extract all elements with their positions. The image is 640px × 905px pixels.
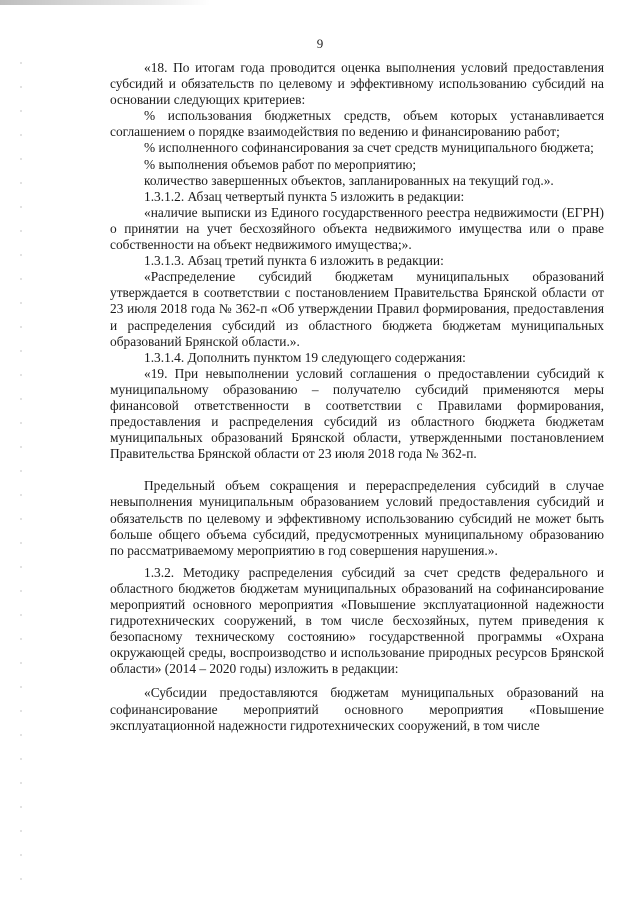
paragraph-distribution: «Распределение субсидий бюджетам муниципальных образований утверждается в соответствии с постановлением Правительства Брянской области от 23 июля 2018 года № 362-п «Об утверждении Правил формирования, предоставления и распределения субсидий из областного бюджета бюджетам муниципальных образований Брянской области.». [110,269,604,349]
paragraph-1-3-2: 1.3.2. Методику распределения субсидий за счет средств федерального и областного бюджетов бюджетам муниципальных образований на софинансирование мероприятий основного мероприятия «Повышение эксплуатационной надежности гидротехнических сооружений, в том числе бесхозяйных, путем приведения к безопасному техническому состоянию» государственной программы «Охрана окружающей среды, воспроизводство и использование природных ресурсов Брянской области» (2014 – 2020 годы) изложить в редакции: [110,564,604,677]
paragraph-egrn: «наличие выписки из Единого государственного реестра недвижимости (ЕГРН) о принятии на учет бесхозяйного объекта недвижимого имущества или о праве собственности на объект недвижимого имущества;». [110,204,604,253]
paragraph-1-3-1-4: 1.3.1.4. Дополнить пунктом 19 следующего содержания: [144,349,466,365]
paragraph-criteria-intro: «18. По итогам года проводится оценка выполнения условий предоставления субсидий и обязательств по целевому и эффективному использованию субсидий на основании следующих критериев: [110,60,604,108]
paragraph-criterion-cofinancing: % исполненного софинансирования за счет средств муниципального бюджета; [144,140,594,156]
paragraph-subsidies: «Субсидии предоставляются бюджетам муниципальных образований на софинансирование мероприятий основного мероприятия «Повышение эксплуатационной надежности гидротехнических сооружений, в том числе [110,685,604,733]
paragraph-1-3-1-2: 1.3.1.2. Абзац четвертый пункта 5 изложить в редакции: [144,188,465,204]
paragraph-limit: Предельный объем сокращения и перераспределения субсидий в случае невыполнения муниципальным образованием условий предоставления субсидий и обязательств по целевому и эффективному использованию субсидий не может быть больше общего объема субсидий, предусмотренных муниципальному образованию по рассматриваемому мероприятию в год совершения нарушения.». [110,478,604,558]
paragraph-criterion-budget: % использования бюджетных средств, объем которых устанавливается соглашением о порядке взаимодействия по ведению и финансированию работ; [110,108,604,140]
document-body [110,60,604,734]
paragraph-criterion-works: % выполнения объемов работ по мероприятию; [144,156,417,172]
page-number: 9 [316,36,324,51]
scan-margin-marks [20,40,22,900]
paragraph-1-3-1-3: 1.3.1.3. Абзац третий пункта 6 изложить в редакции: [144,253,444,269]
scan-artifact [0,0,210,5]
paragraph-point-19: «19. При невыполнении условий соглашения о предоставлении субсидий к муниципальному образованию – получателю субсидий применяются меры финансовой ответственности в соответствии с Правилами формирования, предоставления и распределения субсидий из областного бюджета бюджетам муниципальных образований Брянской области, утвержденными постановлением Правительства Брянской области от 23 июля 2018 года № 362-п. [110,365,604,462]
paragraph-criterion-objects: количество завершенных объектов, запланированных на текущий год.». [144,172,554,188]
